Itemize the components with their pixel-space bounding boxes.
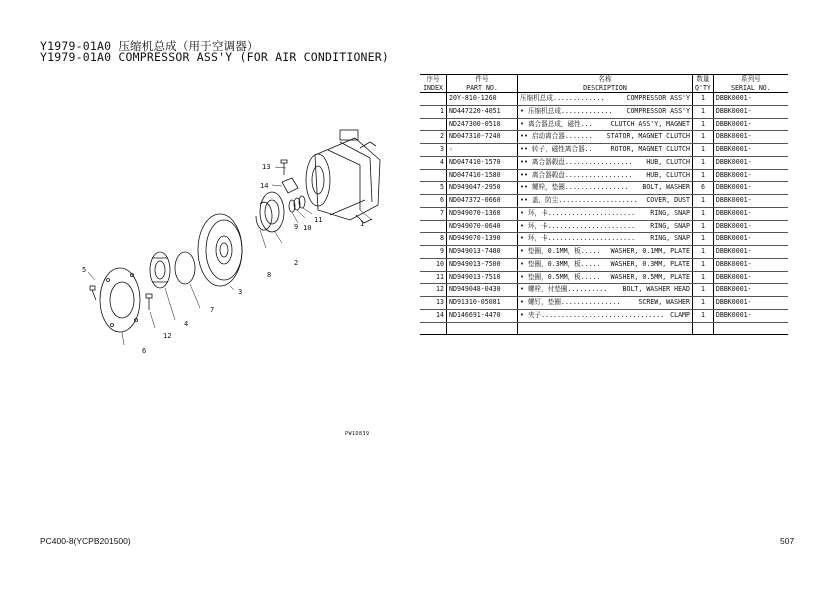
row-serial: DBBK0001- [713,207,788,220]
table-row [420,207,788,220]
header-serial-en: SERIAL NO. [713,84,788,93]
table-row [420,118,788,131]
row-description-en: CLUTCH ASS'Y, MAGNET [610,119,690,128]
callout-14: 14 [260,182,269,190]
row-serial: DBBK0001- [713,220,788,233]
row-quantity: 1 [693,169,714,182]
empty-cell [518,322,693,335]
row-description-en: COVER, DUST [646,196,690,204]
table-filler-row [420,322,788,335]
diagram-code: PW1D839 [345,431,370,437]
row-serial: DBBK0001- [713,169,788,182]
row-index: 4 [420,156,447,169]
row-serial: DBBK0001- [713,258,788,271]
callout-12: 12 [163,332,172,340]
page-title-cn: Y1979-01A0 压缩机总成（用于空调器） [40,39,259,53]
row-description-en: SCREW, WASHER [638,298,690,306]
table-row [420,169,788,182]
row-index: 14 [420,309,447,322]
row-part-number: ND949070-0640 [447,220,518,233]
empty-cell [713,322,788,335]
row-description-en: STATOR, MAGNET CLUTCH [606,132,690,141]
header-part-cn: 件号 [447,75,518,84]
row-description [518,207,693,220]
exploded-view-diagram [60,120,420,450]
row-part-number: ND247300-0510 [447,118,518,131]
row-description-cn: • 垫圈，0.3MM，板..... [520,259,601,268]
row-quantity: 1 [693,309,714,322]
row-part-number: ND91310-05081 [447,297,518,310]
row-description [518,182,693,195]
callout-9: 9 [294,223,299,231]
row-description-en: RING, SNAP [650,221,690,230]
row-description [518,105,693,118]
row-index: 1 [420,105,447,118]
row-description [518,258,693,271]
row-description-en: HUB, CLUTCH [646,170,690,179]
row-description-en: WASHER, 0.1MM, PLATE [610,247,690,255]
compressor-body [306,130,380,223]
row-serial: DBBK0001- [713,144,788,157]
row-serial: DBBK0001- [713,297,788,310]
row-description-en: WASHER, 0.3MM, PLATE [610,259,690,268]
row-part-number: ☆ [447,144,518,157]
row-quantity: 1 [693,118,714,131]
row-part-number: ND949013-7500 [447,258,518,271]
row-part-number: ND949070-1390 [447,233,518,246]
row-quantity: 1 [693,284,714,297]
row-description [518,246,693,259]
rotor [198,214,242,286]
row-part-number: ND949047-2950 [447,182,518,195]
table-row [420,258,788,271]
row-part-number: 20Y-810-1260 [447,93,518,106]
row-description [518,284,693,297]
row-part-number: ND949013-7510 [447,271,518,284]
row-quantity: 1 [693,156,714,169]
table-row [420,156,788,169]
row-description-cn: • 环，卡...................... [520,234,636,243]
row-part-number: ND047410-1580 [447,169,518,182]
row-description-en: COMPRESSOR ASS'Y [626,106,690,115]
row-part-number: ND949013-7480 [447,246,518,259]
row-index: 10 [420,258,447,271]
row-quantity: 1 [693,195,714,208]
table-row [420,131,788,144]
row-serial: DBBK0001- [713,195,788,208]
row-serial: DBBK0001- [713,246,788,259]
callout-11: 11 [314,216,323,224]
row-index: 2 [420,131,447,144]
row-index: 5 [420,182,447,195]
row-description-cn: • 离合器总成，磁性... [520,119,593,128]
clamp [282,178,298,193]
row-index [420,169,447,182]
empty-cell [693,322,714,335]
row-description-en: ROTOR, MAGNET CLUTCH [610,145,690,153]
callout-5: 5 [82,266,87,274]
row-description [518,220,693,233]
row-part-number: ND949070-1360 [447,207,518,220]
row-index: 13 [420,297,447,310]
row-description-en: BOLT, WASHER [642,183,690,192]
row-serial: DBBK0001- [713,233,788,246]
row-description [518,169,693,182]
row-description [518,271,693,284]
row-quantity: 1 [693,246,714,259]
table-row [420,297,788,310]
bolt-washer-head [146,294,152,310]
row-index [420,220,447,233]
table-row [420,144,788,157]
table-row [420,233,788,246]
row-description-cn: • 夹子............................... [520,310,665,319]
row-description-cn: • 环，卡...................... [520,221,636,230]
header-serial-cn: 系列号 [713,75,788,84]
row-quantity: 1 [693,144,714,157]
row-serial: DBBK0001- [713,182,788,195]
row-index: 6 [420,195,447,208]
row-description-cn: • 环，卡...................... [520,208,636,217]
row-description-cn: •• 离合器毂盘................. [520,170,633,179]
row-description-cn: •• 螺栓，垫圈................ [520,183,629,192]
snap-ring [175,252,195,284]
footer-model: PC400-8(YCPB201500) [40,536,131,546]
row-description-cn: • 垫圈，0.5MM，板..... [520,272,601,281]
row-serial: DBBK0001- [713,131,788,144]
row-index [420,118,447,131]
row-quantity: 1 [693,271,714,284]
row-description-cn: •• 转子，磁性离合器.. [520,145,593,153]
row-description-cn: 压缩机总成............. [520,94,605,102]
callout-7: 7 [210,306,215,314]
row-part-number: ND146691-4470 [447,309,518,322]
page-title-en: Y1979-01A0 COMPRESSOR ASS'Y (FOR AIR CONDITIONER) [40,50,390,64]
row-description [518,195,693,208]
row-index: 12 [420,284,447,297]
row-index [420,93,447,106]
dust-cover [100,268,140,332]
row-index: 11 [420,271,447,284]
header-qty-cn: 数量 [693,75,714,84]
row-description-en: RING, SNAP [650,208,690,217]
callout-3: 3 [238,288,243,296]
row-quantity: 1 [693,220,714,233]
row-description-cn: •• 启动离合器....... [520,132,593,141]
header-desc-en: DESCRIPTION [518,84,693,93]
row-quantity: 1 [693,233,714,246]
table-row [420,93,788,106]
row-description-en: CLAMP [670,310,690,319]
snap-ring [256,202,272,230]
row-part-number: ND447220-4051 [447,105,518,118]
row-description-cn: •• 离合器毂盘................. [520,157,633,166]
callout-8: 8 [267,271,272,279]
row-description-cn: • 螺钉，垫圈............... [520,298,621,306]
row-description [518,118,693,131]
row-description [518,131,693,144]
row-serial: DBBK0001- [713,284,788,297]
row-quantity: 1 [693,258,714,271]
callout-10: 10 [303,224,312,232]
row-serial: DBBK0001- [713,271,788,284]
row-description-cn: • 垫圈，0.1MM，板..... [520,247,601,255]
row-index: 7 [420,207,447,220]
row-serial: DBBK0001- [713,118,788,131]
row-description [518,309,693,322]
row-description [518,297,693,310]
row-description [518,144,693,157]
header-qty-en: Q'TY [693,84,714,93]
row-quantity: 1 [693,105,714,118]
header-index-en: INDEX [420,84,447,93]
header-desc-cn: 名称 [518,75,693,84]
row-description [518,156,693,169]
empty-cell [420,322,447,335]
row-description-en: BOLT, WASHER HEAD [622,285,690,294]
row-description-cn: • 压缩机总成............. [520,106,613,115]
header-part-en: PART NO. [447,84,518,93]
row-description-cn: •• 盖，防尘.................... [520,196,638,204]
empty-cell [447,322,518,335]
row-quantity: 1 [693,131,714,144]
callout-13: 13 [262,163,271,171]
bolt-washer [90,286,96,300]
row-part-number: ND949048-0430 [447,284,518,297]
row-description-en: RING, SNAP [650,234,690,243]
row-quantity: 1 [693,207,714,220]
row-index: 3 [420,144,447,157]
row-quantity: 6 [693,182,714,195]
row-quantity: 1 [693,93,714,106]
table-row [420,309,788,322]
table-row [420,195,788,208]
table-row [420,271,788,284]
row-serial: DBBK0001- [713,93,788,106]
footer-page-number: 507 [780,536,795,546]
row-serial: DBBK0001- [713,105,788,118]
row-description-cn: • 螺栓，付垫圈.......... [520,285,608,294]
row-quantity: 1 [693,297,714,310]
row-part-number: ND047372-0660 [447,195,518,208]
table-row [420,246,788,259]
row-serial: DBBK0001- [713,309,788,322]
row-part-number: ND047310-7240 [447,131,518,144]
table-row [420,105,788,118]
callout-1: 1 [360,220,365,228]
row-description-en: HUB, CLUTCH [646,157,690,166]
callout-4: 4 [184,320,189,328]
row-description [518,233,693,246]
callout-6: 6 [142,347,147,355]
parts-table [420,74,788,335]
clutch-hub [150,252,170,288]
row-part-number: ND047410-1570 [447,156,518,169]
row-description-en: COMPRESSOR ASS'Y [626,94,690,102]
table-row [420,220,788,233]
row-index: 9 [420,246,447,259]
row-index: 8 [420,233,447,246]
row-serial: DBBK0001- [713,156,788,169]
row-description-en: WASHER, 0.5MM, PLATE [610,272,690,281]
table-row [420,284,788,297]
table-row [420,182,788,195]
callout-2: 2 [294,259,299,267]
header-index-cn: 序号 [420,75,447,84]
row-description [518,93,693,106]
